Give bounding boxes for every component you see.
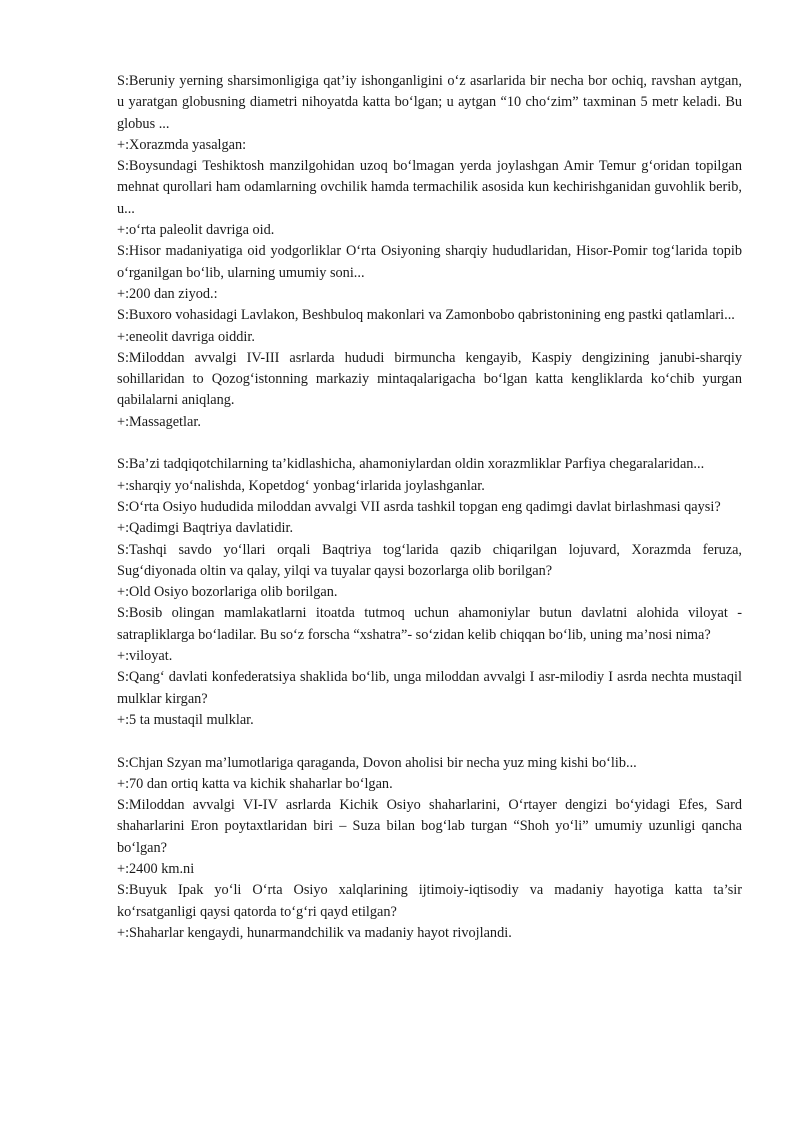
answer-1: +:Xorazmda yasalgan:	[117, 136, 247, 153]
question-10: S:Qang‘ davlati konfederatsiya shaklida bo‘lib, unga miloddan avvalgi I asr-milodiy I asrda nechta mustaqil mulklar kirgan?	[117, 669, 742, 707]
answer-7: +:Qadimgi Baqtriya davlatidir.	[117, 520, 294, 537]
question-9: S:Bosib olingan mamlakatlarni itoatda tutmoq uchun ahamoniylar butun davlatni alohida viloyat - satrapliklarga bo‘ladilar. Bu so‘z forscha “xshatra”- so‘zidan kelib chiqqan bo‘lib, uning ma’nosi nima?	[117, 605, 742, 643]
document-page	[117, 71, 742, 944]
answer-2: +:o‘rta paleolit davriga oid.	[117, 222, 275, 239]
answer-13: +:Shaharlar kengaydi, hunarmandchilik va madaniy hayot rivojlandi.	[117, 924, 512, 941]
answer-3: +:200 dan ziyod.:	[117, 285, 218, 302]
blank-line	[117, 433, 742, 454]
answer-6: +:sharqiy yo‘nalishda, Kopetdog‘ yonbag‘irlarida joylashganlar.	[117, 477, 485, 494]
question-6: S:Ba’zi tadqiqotchilarning ta’kidlashicha, ahamoniylardan oldin xorazmliklar Parfiya chegaralaridan...	[117, 456, 705, 473]
blank-line	[117, 731, 742, 752]
answer-12: +:2400 km.ni	[117, 860, 195, 877]
question-13: S:Buyuk Ipak yo‘li O‘rta Osiyo xalqlarining ijtimoiy-iqtisodiy va madaniy hayotiga katta ta’sir ko‘rsatganligi qaysi qatorda to‘g‘ri qayd etilgan?	[117, 882, 742, 920]
question-1: S:Beruniy yerning sharsimonligiga qat’iy ishonganligini o‘z asarlarida bir necha bor ochiq, ravshan aytgan, u yaratgan globusning diametri nihoyatda katta bo‘lgan; u aytgan “10 cho‘zim” taxminan 5 metr keladi. Bu globus ...	[117, 73, 742, 132]
question-5: S:Miloddan avvalgi IV-III asrlarda hududi birmuncha kengayib, Kaspiy dengizining janubi-sharqiy sohillaridan to Qozog‘istonning markaziy mintaqalarigacha bo‘lgan katta kengliklarda ko‘chib yurgan qabilalarni aniqlang.	[117, 349, 742, 409]
question-11: S:Chjan Szyan ma’lumotlariga qaraganda, Dovon aholisi bir necha yuz ming kishi bo‘lib...	[117, 754, 637, 771]
question-2: S:Boysundagi Teshiktosh manzilgohidan uzoq bo‘lmagan yerda joylashgan Amir Temur g‘oridan topilgan mehnat qurollari ham odamlarning ovchilik hamda termachilik asosida kun kechirishganidan guvohlik berib, u...	[117, 158, 742, 217]
answer-11: +:70 dan ortiq katta va kichik shaharlar bo‘lgan.	[117, 775, 393, 792]
answer-9: +:viloyat.	[117, 648, 173, 665]
question-8: S:Tashqi savdo yo‘llari orqali Baqtriya tog‘larida qazib chiqarilgan lojuvard, Xorazmda feruza, Sug‘diyonada oltin va qalay, yilqi va tuyalar qaysi bozorlarga olib borilgan?	[117, 541, 742, 579]
question-4: S:Buxoro vohasidagi Lavlakon, Beshbuloq makonlari va Zamonbobo qabristonining eng pastki qatlamlari...	[117, 307, 735, 324]
answer-4: +:eneolit davriga oiddir.	[117, 328, 255, 345]
answer-8: +:Old Osiyo bozorlariga olib borilgan.	[117, 584, 338, 601]
answer-10: +:5 ta mustaqil mulklar.	[117, 711, 254, 728]
question-12: S:Miloddan avvalgi VI-IV asrlarda Kichik Osiyo shaharlarini, O‘rtayer dengizi bo‘yidagi Efes, Sard shaharlarini Eron poytaxtlaridan biri – Suza bilan bog‘lab turgan “Shoh yo‘li” umumiy uzunligi qancha bo‘lgan?	[117, 797, 742, 856]
answer-5: +:Massagetlar.	[117, 413, 201, 430]
question-3: S:Hisor madaniyatiga oid yodgorliklar O‘rta Osiyoning sharqiy hududlaridan, Hisor-Pomir tog‘larida topib o‘rganilgan bo‘lib, ularning umumiy soni...	[117, 243, 742, 281]
question-7: S:O‘rta Osiyo hududida miloddan avvalgi VII asrda tashkil topgan eng qadimgi davlat birlashmasi qaysi?	[117, 498, 721, 515]
